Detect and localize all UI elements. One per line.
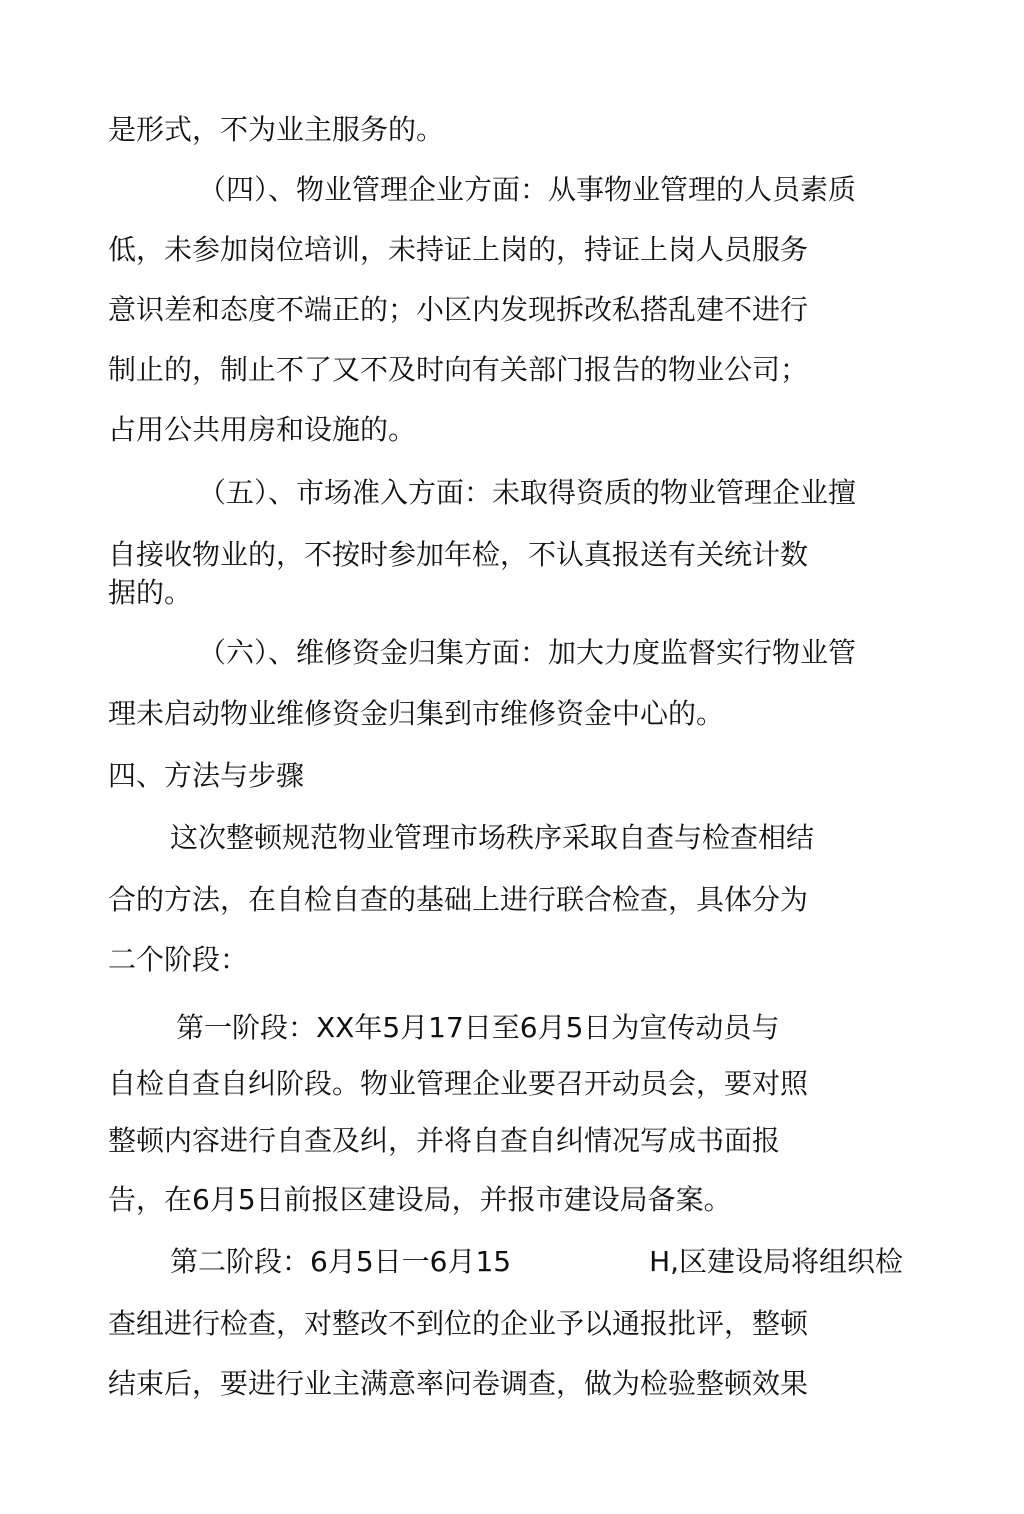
stage-one-heading: 第一阶段：XX年5月17日至6月5日为宣传动员与 bbox=[176, 1011, 780, 1044]
section-heading-6: （六）、维修资金归集方面：加大力度监督实行物业管 bbox=[198, 636, 857, 669]
text-line: 二个阶段： bbox=[108, 943, 249, 976]
text-line: 自接收物业的，不按时参加年检，不认真报送有关统计数 bbox=[108, 538, 809, 571]
text-line: 是形式，不为业主服务的。 bbox=[108, 113, 445, 146]
text-line: 整顿内容进行自查及纠，并将自查自纠情况写成书面报 bbox=[108, 1124, 781, 1157]
text-line: 制止的，制止不了又不及时向有关部门报告的物业公司； bbox=[108, 353, 809, 386]
section-heading-5: （五）、市场准入方面：未取得资质的物业管理企业擅 bbox=[198, 476, 857, 509]
text-line: 低，未参加岗位培训，未持证上岗的，持证上岗人员服务 bbox=[108, 233, 809, 266]
text-line: 查组进行检查，对整改不到位的企业予以通报批评，整顿 bbox=[108, 1307, 809, 1340]
stage-two-heading bbox=[170, 1244, 903, 1280]
text-line: 意识差和态度不端正的；小区内发现拆改私搭乱建不进行 bbox=[108, 293, 809, 326]
text-line: 理未启动物业维修资金归集到市维修资金中心的。 bbox=[108, 697, 725, 730]
text-line: 结束后，要进行业主满意率问卷调查，做为检验整顿效果 bbox=[108, 1367, 809, 1400]
stage-two-continuation: H,区建设局将组织检 bbox=[649, 1245, 904, 1278]
paragraph-start: 这次整顿规范物业管理市场秩序采取自查与检查相结 bbox=[170, 821, 815, 854]
text-line: 告，在6月5日前报区建设局，并报市建设局备案。 bbox=[108, 1183, 732, 1216]
text-line: 占用公共用房和设施的。 bbox=[108, 413, 417, 446]
text-line: 据的。 bbox=[108, 576, 193, 609]
text-line: 合的方法，在自检自查的基础上进行联合检查，具体分为 bbox=[108, 883, 809, 916]
text-line: 自检自查自纠阶段。物业管理企业要召开动员会，要对照 bbox=[108, 1067, 809, 1100]
stage-two-date-range: 第二阶段：6月5日一6月15 bbox=[170, 1245, 512, 1278]
section-heading-4: （四）、物业管理企业方面：从事物业管理的人员素质 bbox=[198, 173, 857, 206]
chapter-heading: 四、方法与步骤 bbox=[108, 759, 305, 792]
